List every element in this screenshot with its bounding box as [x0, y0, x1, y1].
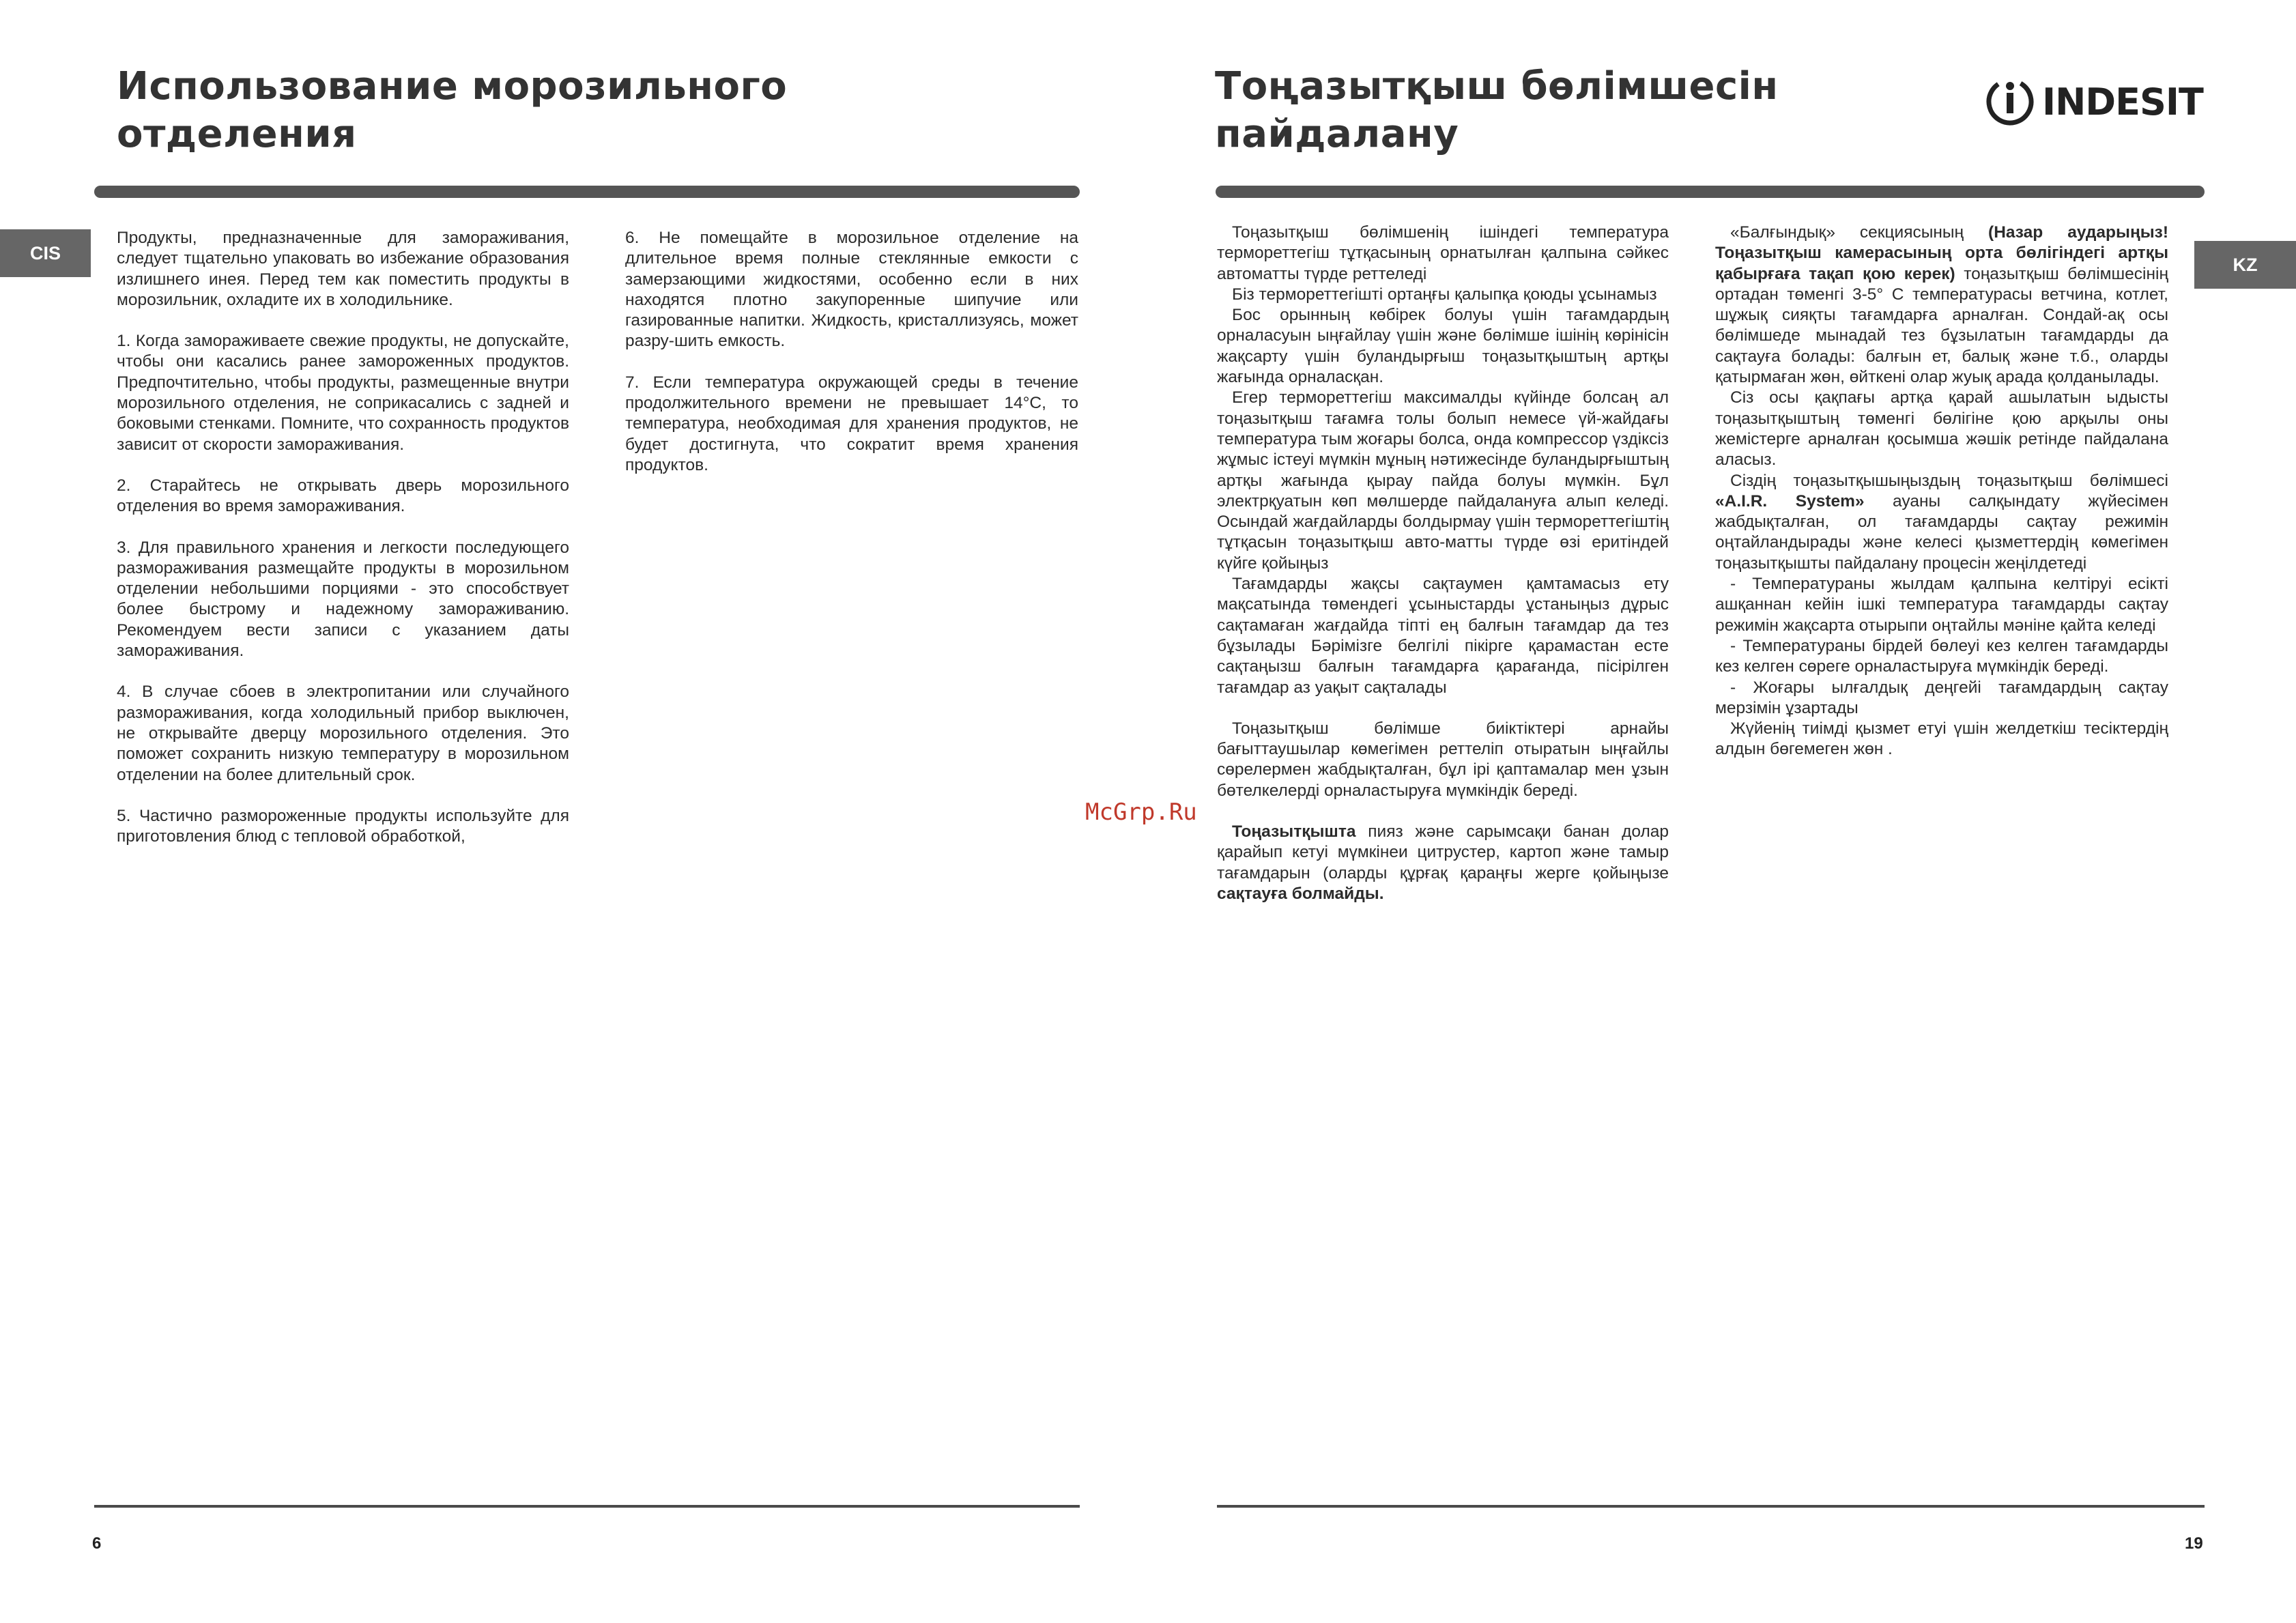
- right-c1-p1: Тоңазытқыш бөлімшенің ішіндегі температура термореттегіш тұтқасының орнатылған қалпына сәйкес автоматты түрде реттеледі: [1217, 223, 1669, 283]
- right-c2-p1: [1715, 222, 2168, 388]
- right-c2-p3-bold: «A.I.R. System»: [1715, 491, 1865, 511]
- right-column-2: [1715, 222, 2168, 760]
- left-item-2: 2. Старайтесь не открывать дверь морозильного отделения во время замораживания.: [117, 476, 569, 516]
- right-c2-p1-post: тоңазытқыш бөлімшесінің ортадан төменгі 3-5° С температурасы ветчина, котлет, шұжық сияқты тағамдарға арналған. Сондай-ақ осы бөлімшеде мынадай тез бұзылатын тағамдарды да сақтауға болады: балғын ет, балық және т.б., оларды қатырмаған жөн, өйткені олар жуық арада қолданылады.: [1715, 264, 2168, 387]
- left-footer-rule: [94, 1505, 1080, 1508]
- left-column-2: [625, 228, 1078, 496]
- left-item-6: 6. Не помещайте в морозильное отделение на длительное время полные стеклянные емкости с замерзающими жидкостями, особенно если в них находятся плотно закупоренные шипучие или газированные напитки. Жидкость, кристаллизуясь, может разру-шить емкость.: [625, 229, 1078, 351]
- right-column-1: [1217, 222, 1669, 904]
- right-c1-p7-bold-end: сақтауға болмайды.: [1217, 884, 1384, 903]
- right-c1-p3: Бос орынның көбірек болуы үшін тағамдардың орналасуын ыңғайлау үшін және бөлімше ішінің көрінісін жақсарту үшін буландырғыш тоңазытқыштың артқы жағында орналасқан.: [1217, 306, 1669, 387]
- left-item-5: 5. Частично размороженные продукты используйте для приготовления блюд с тепловой обработкой,: [117, 806, 569, 846]
- right-c1-p5: Тағамдарды жақсы сақтаумен қамтамасыз ету мақсатында төмендегі ұсыныстарды ұстаныңыз дұрыс сақтамаған жағдайда тіпті ең балғын тағамдар да тез бұзылады Бәрімізге белгілі пікірге қарамастан есте сақтаңызш балғын тағамдарға қарағанда, пісірілген тағамдар аз уақыт сақталады: [1217, 575, 1669, 697]
- right-c2-p2: Сіз осы қақпағы артқа қарай ашылатын ыдысты тоңазытқыштың төменгі бөлігіне қою арқылы оны жемістерге арналған қосымша жәшік ретінде пайдалана аласыз.: [1715, 388, 2168, 470]
- left-header-rule: [94, 186, 1080, 198]
- left-column-1: [117, 228, 569, 867]
- left-title-line1: Использование морозильного: [117, 64, 788, 109]
- right-c2-p6: - Жоғары ылғалдық деңгейі тағамдардың сақтау мерзімін ұзартады: [1715, 678, 2168, 717]
- left-item-7: 7. Если температура окружающей среды в течение продолжительного времени не превышает 14°C, то температура, необходимая для хранения продуктов, не будет достигнута, что сократит время хранения продуктов.: [625, 373, 1078, 474]
- left-page-title: [117, 63, 787, 158]
- brand-name: INDESIT: [2042, 80, 2203, 124]
- right-c1-p6: Тоңазытқыш бөлімше биіктіктері арнайы бағыттаушылар көмегімен реттеліп отыратын ыңғайлы сөрелермен жабдықталған, бұл ірі қаптамалар мен ұзын бөтелкелерді орналастыруға мүмкіндік береді.: [1217, 719, 1669, 800]
- left-item-1: 1. Когда замораживаете свежие продукты, не допускайте, чтобы они касались ранее замороженных продуктов. Предпочтительно, чтобы продукты, размещенные внутри морозильного отделения, не соприкасались с задней и боковыми стенками. Помните, что сохранность продуктов зависит от скорости замораживания.: [117, 332, 569, 454]
- watermark-link[interactable]: McGrp.Ru: [1085, 799, 1197, 826]
- right-c2-p1-pre: «Балғындық» секциясының: [1730, 223, 1989, 242]
- right-c2-p3: [1715, 471, 2168, 574]
- indesit-logo: [1985, 76, 2203, 127]
- left-page-number: 6: [92, 1534, 102, 1553]
- left-item-3: 3. Для правильного хранения и легкости последующего размораживания размещайте продукты в морозильном отделении небольшими порциями - это способствует более быстрому и надежному замораживанию. Рекомендуем вести записи с указанием даты замораживания.: [117, 538, 569, 661]
- right-title-line1: Тоңазытқыш бөлімшесін: [1215, 64, 1779, 109]
- right-c1-p2: Біз термореттегішті ортаңғы қалыпқа қоюды ұсынамыз: [1232, 285, 1657, 304]
- right-c2-p3-post: ауаны салқындату жүйесімен жабдықталған, ол тағамдарды сақтау режимін оңтайландырады және келесі қызметтердің көмегімен тоңазытқышты пайдалану процесін жеңілдетеді: [1715, 491, 2168, 573]
- right-c1-p4: Егер термореттегіш максималды күйінде болсаң ал тоңазытқыш тағамға толы болып немесе үй-жайдағы температура тым жоғары болса, онда компрессор үздіксіз жұмыс істеуі мүмкін мұның нәтижесінде буландырғыштың артқы жағында қырау пайда болуы мүмкін. Бұл электрқуатын көп мөлшерде пайдалануға алып келеді. Осындай жағдайларды болдырмау үшін термореттегіштің тұтқасын тоңазытқыш авто-матты түрде өзі еритіндей күйге қойыңыз: [1217, 388, 1669, 573]
- right-c2-p7: Жүйенің тиімді қызмет етуі үшін желдеткіш тесіктердің алдын бөгемеген жөн .: [1715, 719, 2168, 759]
- right-c1-p7: [1217, 822, 1669, 904]
- left-title-line2: отделения: [117, 112, 357, 156]
- right-footer-rule: [1217, 1505, 2205, 1508]
- right-c1-p7-bold: Тоңазытқышта: [1232, 822, 1356, 842]
- right-c1-p7-text: пияз және сарымсақи банан долар қарайып кетуі мүмкінеи цитрустер, картоп және тамыр тағамдарын (оларды құрғақ қараңғы жерге қойыңызе: [1217, 822, 1669, 882]
- right-c2-p4: - Температураны жылдам қалпына келтіруі есікті ашқаннан кейін ішкі температура тағамдарды сақтау режимін жақсарта отырыпи оңтайлы мәніне қайта келеді: [1715, 575, 2168, 635]
- right-header-rule: [1216, 186, 2205, 198]
- right-c2-p3-pre: Сіздің тоңазытқышыңыздың тоңазытқыш бөлімшесі: [1730, 471, 2168, 490]
- left-intro-paragraph: Продукты, предназначенные для замораживания, следует тщательно упаковать во избежание образования излишнего инея. Перед тем как поместить продукты в морозильник, охладите их в холодильнике.: [117, 229, 569, 309]
- lang-tab-cis: CIS: [0, 229, 91, 277]
- right-title-line2: пайдалану: [1215, 112, 1459, 156]
- indesit-logo-icon: [1985, 76, 2035, 127]
- right-page-title: [1215, 63, 1779, 158]
- left-item-4: 4. В случае сбоев в электропитании или случайного размораживания, когда холодильный прибор выключен, не открывайте дверцу морозильного отделения. Это поможет сохранить низкую температуру в морозильном отделении на более длительный срок.: [117, 683, 569, 784]
- right-page-number: 19: [2185, 1534, 2203, 1553]
- right-c2-p1-bold: (Назар аударыңыз! Тоңазытқыш камерасының орта бөлігіндегі артқы қабырғаға тақап қою керек): [1715, 223, 2168, 283]
- right-c2-p5: - Температураны бірдей бөлеуі кез келген тағамдарды кез келген сөреге орналастыруға мүмкіндік береді.: [1715, 636, 2168, 676]
- lang-tab-kz: KZ: [2194, 241, 2296, 289]
